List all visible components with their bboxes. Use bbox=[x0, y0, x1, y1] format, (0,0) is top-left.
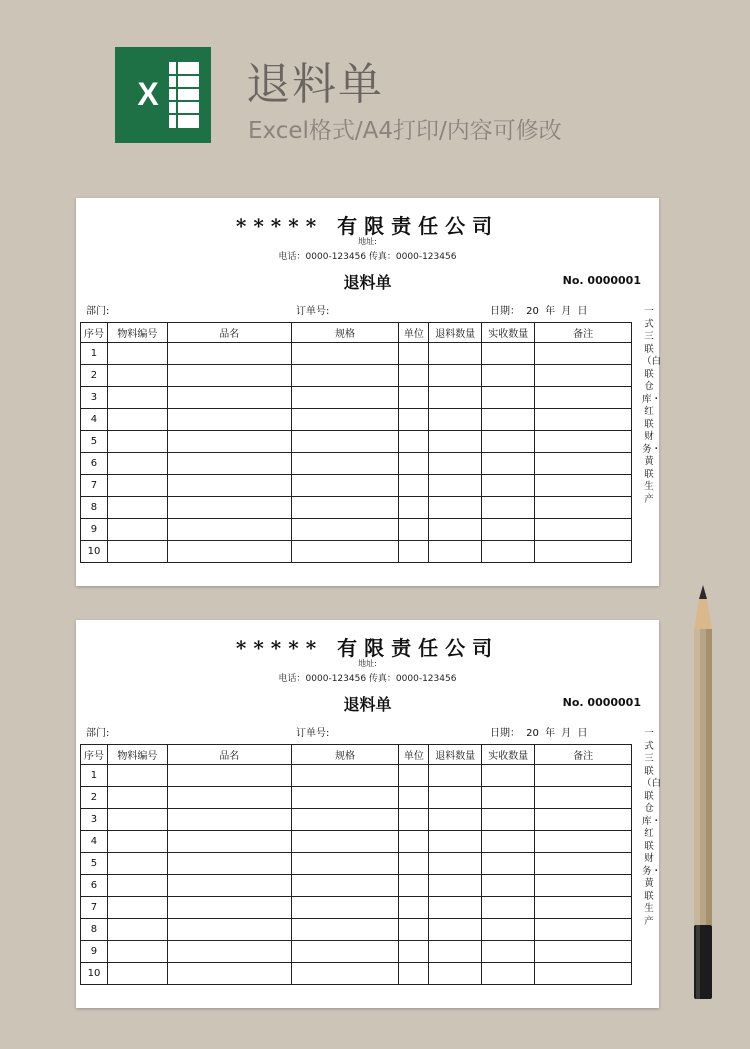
table-row bbox=[81, 919, 632, 941]
table-cell[interactable] bbox=[107, 497, 167, 519]
table-cell[interactable] bbox=[399, 409, 429, 431]
excel-icon bbox=[115, 47, 211, 143]
table-cell[interactable] bbox=[535, 409, 632, 431]
row-number: 4 bbox=[81, 831, 108, 853]
col-header: 物料编号 bbox=[107, 323, 167, 343]
department-label: 部门: bbox=[86, 306, 110, 317]
table-row bbox=[81, 497, 632, 519]
table-row bbox=[81, 409, 632, 431]
return-table bbox=[80, 744, 632, 985]
table-cell[interactable] bbox=[535, 387, 632, 409]
table-cell[interactable] bbox=[429, 431, 482, 453]
table-cell[interactable] bbox=[167, 809, 291, 831]
table-cell[interactable] bbox=[482, 387, 535, 409]
page-subtitle: Excel格式/A4打印/内容可修改 bbox=[248, 118, 562, 144]
table-cell[interactable] bbox=[167, 963, 291, 985]
table-cell[interactable] bbox=[535, 431, 632, 453]
table-cell[interactable] bbox=[429, 919, 482, 941]
table-cell[interactable] bbox=[535, 365, 632, 387]
table-cell[interactable] bbox=[399, 519, 429, 541]
date-label: 日期： 20 年 月 日 bbox=[490, 306, 588, 317]
col-header: 品名 bbox=[167, 745, 291, 765]
table-cell[interactable] bbox=[291, 919, 399, 941]
pencil-icon bbox=[690, 585, 716, 1005]
form-meta bbox=[86, 302, 638, 316]
table-cell[interactable] bbox=[167, 765, 291, 787]
table-header-row bbox=[81, 323, 632, 343]
col-header: 物料编号 bbox=[107, 745, 167, 765]
logo-letter: X bbox=[137, 76, 159, 112]
table-cell[interactable] bbox=[107, 409, 167, 431]
company-name: ***** 有限责任公司 bbox=[235, 636, 500, 660]
table-cell[interactable] bbox=[399, 453, 429, 475]
col-header: 实收数量 bbox=[482, 323, 535, 343]
table-row bbox=[81, 343, 632, 365]
table-cell[interactable] bbox=[482, 897, 535, 919]
table-cell[interactable] bbox=[429, 809, 482, 831]
table-cell[interactable] bbox=[107, 519, 167, 541]
table-cell[interactable] bbox=[429, 963, 482, 985]
table-row bbox=[81, 809, 632, 831]
row-number: 2 bbox=[81, 787, 108, 809]
table-cell[interactable] bbox=[167, 875, 291, 897]
table-row bbox=[81, 875, 632, 897]
table-cell[interactable] bbox=[291, 409, 399, 431]
form-title: 退料单 bbox=[343, 695, 392, 714]
table-cell[interactable] bbox=[399, 919, 429, 941]
table-cell[interactable] bbox=[482, 431, 535, 453]
table-cell[interactable] bbox=[482, 831, 535, 853]
row-number: 2 bbox=[81, 365, 108, 387]
header bbox=[0, 0, 750, 180]
table-cell[interactable] bbox=[291, 853, 399, 875]
table-cell[interactable] bbox=[167, 541, 291, 563]
table-cell[interactable] bbox=[167, 365, 291, 387]
table-row bbox=[81, 365, 632, 387]
table-row bbox=[81, 541, 632, 563]
table-cell[interactable] bbox=[399, 941, 429, 963]
table-cell[interactable] bbox=[107, 765, 167, 787]
table-cell[interactable] bbox=[167, 387, 291, 409]
page-title: 退料单 bbox=[246, 59, 384, 110]
contact-info: 电话：0000-123456 传真：0000-123456 bbox=[278, 252, 457, 262]
table-cell[interactable] bbox=[399, 875, 429, 897]
table-cell[interactable] bbox=[291, 809, 399, 831]
table-cell[interactable] bbox=[429, 765, 482, 787]
table-cell[interactable] bbox=[399, 541, 429, 563]
table-header-row bbox=[81, 745, 632, 765]
col-header: 退料数量 bbox=[429, 323, 482, 343]
row-number: 1 bbox=[81, 343, 108, 365]
table-cell[interactable] bbox=[167, 941, 291, 963]
row-number: 6 bbox=[81, 875, 108, 897]
table-cell[interactable] bbox=[107, 431, 167, 453]
copy-note: 一式三联（白联仓库・红联财务・黄联生产 bbox=[642, 728, 662, 927]
table-row bbox=[81, 475, 632, 497]
table-cell[interactable] bbox=[167, 409, 291, 431]
table-cell[interactable] bbox=[482, 475, 535, 497]
table-cell[interactable] bbox=[482, 519, 535, 541]
table-cell[interactable] bbox=[482, 875, 535, 897]
form-meta bbox=[86, 724, 638, 738]
form-number: No. 0000001 bbox=[562, 696, 641, 709]
table-cell[interactable] bbox=[535, 809, 632, 831]
date-label: 日期： 20 年 月 日 bbox=[490, 728, 588, 739]
table-cell[interactable] bbox=[482, 343, 535, 365]
table-cell[interactable] bbox=[107, 941, 167, 963]
table-cell[interactable] bbox=[167, 431, 291, 453]
table-cell[interactable] bbox=[429, 343, 482, 365]
table-row bbox=[81, 853, 632, 875]
col-header: 备注 bbox=[535, 323, 632, 343]
table-cell[interactable] bbox=[535, 941, 632, 963]
table-cell[interactable] bbox=[429, 787, 482, 809]
table-cell[interactable] bbox=[291, 941, 399, 963]
table-cell[interactable] bbox=[429, 831, 482, 853]
col-header: 备注 bbox=[535, 745, 632, 765]
table-cell[interactable] bbox=[482, 541, 535, 563]
row-number: 1 bbox=[81, 765, 108, 787]
table-cell[interactable] bbox=[107, 453, 167, 475]
table-cell[interactable] bbox=[399, 387, 429, 409]
company-name: ***** 有限责任公司 bbox=[235, 214, 500, 238]
table-cell[interactable] bbox=[482, 853, 535, 875]
table-cell[interactable] bbox=[399, 497, 429, 519]
table-cell[interactable] bbox=[429, 453, 482, 475]
table-cell[interactable] bbox=[399, 963, 429, 985]
table-cell[interactable] bbox=[167, 519, 291, 541]
table-cell[interactable] bbox=[535, 765, 632, 787]
table-cell[interactable] bbox=[291, 431, 399, 453]
table-row bbox=[81, 897, 632, 919]
table-cell[interactable] bbox=[399, 343, 429, 365]
table-cell[interactable] bbox=[429, 941, 482, 963]
row-number: 7 bbox=[81, 897, 108, 919]
table-row bbox=[81, 831, 632, 853]
table-cell[interactable] bbox=[429, 897, 482, 919]
table-cell[interactable] bbox=[535, 497, 632, 519]
col-header: 退料数量 bbox=[429, 745, 482, 765]
table-cell[interactable] bbox=[107, 365, 167, 387]
table-cell[interactable] bbox=[482, 787, 535, 809]
form-number: No. 0000001 bbox=[562, 274, 641, 287]
table-cell[interactable] bbox=[482, 941, 535, 963]
order-label: 订单号: bbox=[296, 728, 330, 739]
table-cell[interactable] bbox=[291, 765, 399, 787]
table-cell[interactable] bbox=[535, 963, 632, 985]
table-cell[interactable] bbox=[167, 853, 291, 875]
table-cell[interactable] bbox=[429, 519, 482, 541]
table-cell[interactable] bbox=[291, 787, 399, 809]
form-title: 退料单 bbox=[343, 273, 392, 292]
copy-note: 一式三联（白联仓库・红联财务・黄联生产 bbox=[642, 306, 662, 505]
address: 地址: bbox=[358, 237, 377, 246]
table-cell[interactable] bbox=[429, 853, 482, 875]
table-cell[interactable] bbox=[107, 343, 167, 365]
table-cell[interactable] bbox=[167, 787, 291, 809]
row-number: 10 bbox=[81, 541, 108, 563]
table-row bbox=[81, 787, 632, 809]
form-sheet bbox=[76, 620, 662, 1008]
row-number: 6 bbox=[81, 453, 108, 475]
table-cell[interactable] bbox=[107, 875, 167, 897]
table-cell[interactable] bbox=[482, 409, 535, 431]
table-cell[interactable] bbox=[429, 875, 482, 897]
row-number: 5 bbox=[81, 431, 108, 453]
col-header: 序号 bbox=[81, 323, 108, 343]
table-cell[interactable] bbox=[535, 475, 632, 497]
table-cell[interactable] bbox=[107, 475, 167, 497]
table-cell[interactable] bbox=[535, 897, 632, 919]
row-number: 3 bbox=[81, 387, 108, 409]
table-cell[interactable] bbox=[291, 365, 399, 387]
table-cell[interactable] bbox=[167, 453, 291, 475]
table-cell[interactable] bbox=[107, 853, 167, 875]
table-cell[interactable] bbox=[167, 497, 291, 519]
table-cell[interactable] bbox=[167, 343, 291, 365]
table-row bbox=[81, 453, 632, 475]
table-cell[interactable] bbox=[107, 963, 167, 985]
table-cell[interactable] bbox=[482, 365, 535, 387]
table-cell[interactable] bbox=[167, 897, 291, 919]
table-cell[interactable] bbox=[429, 475, 482, 497]
table-cell[interactable] bbox=[535, 831, 632, 853]
row-number: 4 bbox=[81, 409, 108, 431]
table-row bbox=[81, 387, 632, 409]
table-cell[interactable] bbox=[291, 875, 399, 897]
table-cell[interactable] bbox=[535, 853, 632, 875]
table-cell[interactable] bbox=[291, 453, 399, 475]
table-cell[interactable] bbox=[107, 919, 167, 941]
table-cell[interactable] bbox=[399, 831, 429, 853]
row-number: 8 bbox=[81, 919, 108, 941]
table-cell[interactable] bbox=[291, 519, 399, 541]
table-cell[interactable] bbox=[167, 475, 291, 497]
table-cell[interactable] bbox=[535, 343, 632, 365]
table-cell[interactable] bbox=[399, 809, 429, 831]
table-cell[interactable] bbox=[482, 453, 535, 475]
form-sheet bbox=[76, 198, 662, 586]
row-number: 9 bbox=[81, 519, 108, 541]
return-table bbox=[80, 322, 632, 563]
table-cell[interactable] bbox=[399, 365, 429, 387]
table-cell[interactable] bbox=[482, 497, 535, 519]
row-number: 3 bbox=[81, 809, 108, 831]
table-cell[interactable] bbox=[399, 853, 429, 875]
col-header: 单位 bbox=[399, 745, 429, 765]
table-cell[interactable] bbox=[399, 897, 429, 919]
table-cell[interactable] bbox=[429, 409, 482, 431]
row-number: 10 bbox=[81, 963, 108, 985]
table-cell[interactable] bbox=[291, 897, 399, 919]
table-row bbox=[81, 519, 632, 541]
table-cell[interactable] bbox=[291, 831, 399, 853]
row-number: 5 bbox=[81, 853, 108, 875]
address: 地址: bbox=[358, 659, 377, 668]
row-number: 8 bbox=[81, 497, 108, 519]
table-cell[interactable] bbox=[291, 475, 399, 497]
table-cell[interactable] bbox=[429, 365, 482, 387]
table-cell[interactable] bbox=[429, 497, 482, 519]
table-cell[interactable] bbox=[291, 541, 399, 563]
table-cell[interactable] bbox=[291, 497, 399, 519]
col-header: 规格 bbox=[291, 745, 399, 765]
contact-info: 电话：0000-123456 传真：0000-123456 bbox=[278, 674, 457, 684]
table-cell[interactable] bbox=[291, 343, 399, 365]
table-cell[interactable] bbox=[291, 387, 399, 409]
table-cell[interactable] bbox=[482, 963, 535, 985]
table-cell[interactable] bbox=[429, 541, 482, 563]
table-row bbox=[81, 765, 632, 787]
col-header: 序号 bbox=[81, 745, 108, 765]
table-cell[interactable] bbox=[399, 475, 429, 497]
table-cell[interactable] bbox=[107, 787, 167, 809]
department-label: 部门: bbox=[86, 728, 110, 739]
col-header: 实收数量 bbox=[482, 745, 535, 765]
table-cell[interactable] bbox=[535, 875, 632, 897]
table-cell[interactable] bbox=[107, 387, 167, 409]
table-cell[interactable] bbox=[107, 809, 167, 831]
table-cell[interactable] bbox=[482, 809, 535, 831]
table-cell[interactable] bbox=[399, 765, 429, 787]
table-cell[interactable] bbox=[107, 541, 167, 563]
table-cell[interactable] bbox=[429, 387, 482, 409]
table-cell[interactable] bbox=[107, 831, 167, 853]
table-cell[interactable] bbox=[535, 453, 632, 475]
table-cell[interactable] bbox=[535, 519, 632, 541]
table-row bbox=[81, 431, 632, 453]
table-cell[interactable] bbox=[482, 765, 535, 787]
table-cell[interactable] bbox=[535, 541, 632, 563]
table-row bbox=[81, 941, 632, 963]
table-cell[interactable] bbox=[167, 831, 291, 853]
table-cell[interactable] bbox=[291, 963, 399, 985]
table-cell[interactable] bbox=[482, 919, 535, 941]
table-row bbox=[81, 963, 632, 985]
order-label: 订单号: bbox=[296, 306, 330, 317]
row-number: 9 bbox=[81, 941, 108, 963]
col-header: 规格 bbox=[291, 323, 399, 343]
col-header: 品名 bbox=[167, 323, 291, 343]
table-cell[interactable] bbox=[107, 897, 167, 919]
table-cell[interactable] bbox=[399, 431, 429, 453]
table-cell[interactable] bbox=[167, 919, 291, 941]
col-header: 单位 bbox=[399, 323, 429, 343]
table-cell[interactable] bbox=[399, 787, 429, 809]
table-cell[interactable] bbox=[535, 787, 632, 809]
table-cell[interactable] bbox=[535, 919, 632, 941]
row-number: 7 bbox=[81, 475, 108, 497]
